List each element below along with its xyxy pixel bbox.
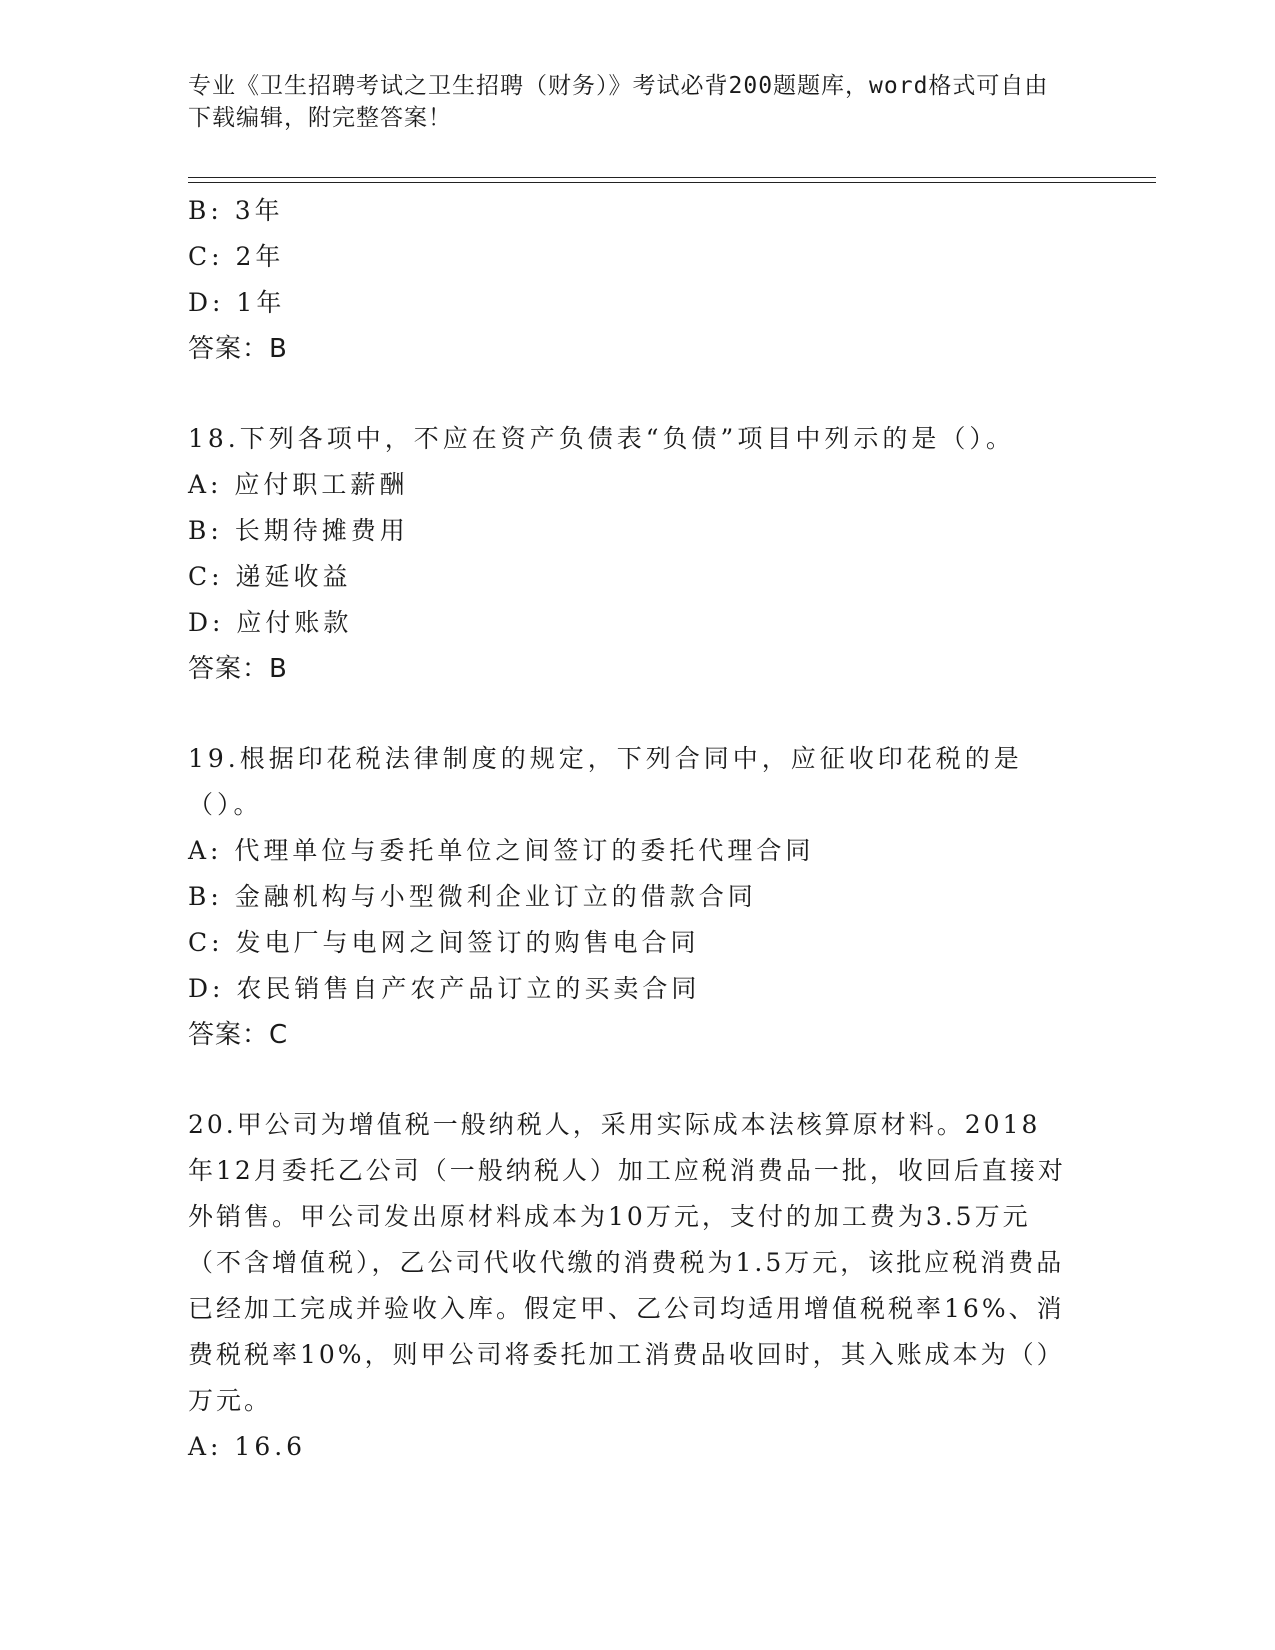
option-c: C: 递延收益 (188, 562, 352, 591)
spacer (188, 372, 1068, 416)
option-b: B: 3年 (188, 196, 284, 225)
page-header: 专业《卫生招聘考试之卫生招聘（财务）》考试必背200题题库，word格式可自由下载编辑，附完整答案！ (188, 73, 1049, 131)
spacer (188, 692, 1068, 736)
option-a: A: 应付职工薪酬 (188, 470, 409, 499)
answer: 答案：C (188, 1020, 289, 1050)
option-b: B: 长期待摊费用 (188, 516, 409, 545)
question-20 (188, 1102, 1068, 1470)
question-18 (188, 416, 1068, 692)
question-content (188, 188, 1068, 1470)
option-c: C: 2年 (188, 242, 285, 271)
option-a: A: 代理单位与委托单位之间签订的委托代理合同 (188, 836, 815, 865)
question-stem: 20.甲公司为增值税一般纳税人，采用实际成本法核算原材料。2018年12月委托乙公司（一般纳税人）加工应税消费品一批，收回后直接对外销售。甲公司发出原材料成本为10万元，支付的加工费为3.5万元（不含增值税），乙公司代收代缴的消费税为1.5万元，该批应税消费品已经加工完成并验收入库。假定甲、乙公司均适用增值税税率16%、消费税税率10%，则甲公司将委托加工消费品收回时，其入账成本为（）万元。 (188, 1110, 1066, 1415)
option-d: D: 1年 (188, 288, 286, 317)
answer: 答案：B (188, 654, 288, 684)
question-19 (188, 736, 1068, 1058)
option-d: D: 应付账款 (188, 608, 353, 637)
option-a: A: 16.6 (188, 1432, 307, 1461)
header-divider (188, 177, 1156, 183)
answer: 答案：B (188, 334, 288, 364)
question-stem: 19.根据印花税法律制度的规定，下列合同中，应征收印花税的是（）。 (188, 744, 1023, 819)
option-d: D: 农民销售自产农产品订立的买卖合同 (188, 974, 701, 1003)
option-b: B: 金融机构与小型微利企业订立的借款合同 (188, 882, 757, 911)
spacer (188, 1058, 1068, 1102)
question-stem: 18.下列各项中，不应在资产负债表“负债”项目中列示的是（）。 (188, 424, 1015, 453)
option-c: C: 发电厂与电网之间签订的购售电合同 (188, 928, 700, 957)
prev-question (188, 188, 1068, 372)
